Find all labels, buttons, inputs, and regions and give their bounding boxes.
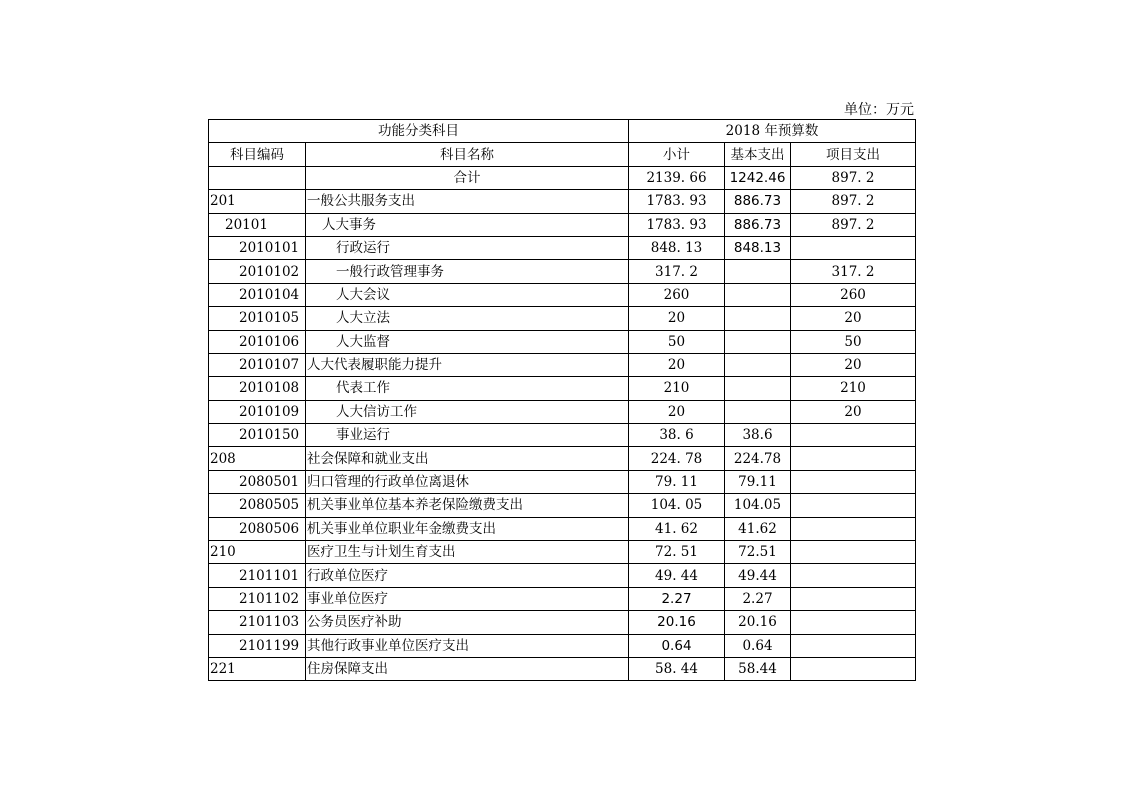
row-project bbox=[791, 517, 916, 540]
row-name: 人大监督 bbox=[306, 330, 629, 353]
row-basic bbox=[725, 400, 791, 423]
row-code: 2010150 bbox=[209, 424, 306, 447]
row-project bbox=[791, 657, 916, 680]
header-name: 科目名称 bbox=[306, 143, 629, 166]
row-basic: 20.16 bbox=[725, 611, 791, 634]
row-basic: 41.62 bbox=[725, 517, 791, 540]
row-subtotal: 848. 13 bbox=[629, 236, 725, 259]
total-basic: 1242.46 bbox=[725, 166, 791, 189]
row-name: 代表工作 bbox=[306, 377, 629, 400]
row-name: 一般公共服务支出 bbox=[306, 190, 629, 213]
row-name: 机关事业单位基本养老保险缴费支出 bbox=[306, 494, 629, 517]
row-subtotal: 72. 51 bbox=[629, 541, 725, 564]
row-subtotal: 1783. 93 bbox=[629, 213, 725, 236]
row-subtotal: 317. 2 bbox=[629, 260, 725, 283]
row-name: 行政运行 bbox=[306, 236, 629, 259]
total-project: 897. 2 bbox=[791, 166, 916, 189]
row-basic: 886.73 bbox=[725, 213, 791, 236]
row-basic: 848.13 bbox=[725, 236, 791, 259]
table-row bbox=[209, 400, 916, 423]
table-row bbox=[209, 424, 916, 447]
row-project bbox=[791, 587, 916, 610]
table-row bbox=[209, 494, 916, 517]
table-row bbox=[209, 470, 916, 493]
total-label: 合计 bbox=[306, 166, 629, 189]
row-code: 210 bbox=[209, 541, 306, 564]
table-row bbox=[209, 517, 916, 540]
header-subtotal: 小计 bbox=[629, 143, 725, 166]
table-row bbox=[209, 260, 916, 283]
header-row-2 bbox=[209, 143, 916, 166]
row-project bbox=[791, 470, 916, 493]
table-row bbox=[209, 353, 916, 376]
row-name: 事业运行 bbox=[306, 424, 629, 447]
row-basic: 0.64 bbox=[725, 634, 791, 657]
row-subtotal: 210 bbox=[629, 377, 725, 400]
row-project: 20 bbox=[791, 307, 916, 330]
row-name: 事业单位医疗 bbox=[306, 587, 629, 610]
row-project bbox=[791, 494, 916, 517]
row-name: 机关事业单位职业年金缴费支出 bbox=[306, 517, 629, 540]
budget-table bbox=[208, 119, 916, 681]
row-name: 住房保障支出 bbox=[306, 657, 629, 680]
total-code-cell bbox=[209, 166, 306, 189]
row-project: 20 bbox=[791, 400, 916, 423]
row-project bbox=[791, 611, 916, 634]
header-project: 项目支出 bbox=[791, 143, 916, 166]
row-subtotal: 58. 44 bbox=[629, 657, 725, 680]
row-code: 2101101 bbox=[209, 564, 306, 587]
row-code: 2010101 bbox=[209, 236, 306, 259]
table-row bbox=[209, 377, 916, 400]
header-basic: 基本支出 bbox=[725, 143, 791, 166]
row-project bbox=[791, 424, 916, 447]
row-subtotal: 79. 11 bbox=[629, 470, 725, 493]
row-subtotal: 20 bbox=[629, 353, 725, 376]
table-row bbox=[209, 447, 916, 470]
row-subtotal: 104. 05 bbox=[629, 494, 725, 517]
table-row bbox=[209, 236, 916, 259]
row-project bbox=[791, 236, 916, 259]
row-code: 2101199 bbox=[209, 634, 306, 657]
total-subtotal: 2139. 66 bbox=[629, 166, 725, 189]
row-subtotal: 260 bbox=[629, 283, 725, 306]
header-budget-2018: 2018 年预算数 bbox=[629, 120, 916, 143]
row-name: 人大信访工作 bbox=[306, 400, 629, 423]
row-code: 2010104 bbox=[209, 283, 306, 306]
row-project: 20 bbox=[791, 353, 916, 376]
row-basic: 49.44 bbox=[725, 564, 791, 587]
row-subtotal: 49. 44 bbox=[629, 564, 725, 587]
row-project bbox=[791, 634, 916, 657]
row-subtotal: 1783. 93 bbox=[629, 190, 725, 213]
row-code: 2010105 bbox=[209, 307, 306, 330]
total-row bbox=[209, 166, 916, 189]
row-name: 人大事务 bbox=[306, 213, 629, 236]
row-name: 社会保障和就业支出 bbox=[306, 447, 629, 470]
row-name: 公务员医疗补助 bbox=[306, 611, 629, 634]
table-row bbox=[209, 564, 916, 587]
row-project: 317. 2 bbox=[791, 260, 916, 283]
table-row bbox=[209, 283, 916, 306]
row-basic bbox=[725, 377, 791, 400]
row-code: 221 bbox=[209, 657, 306, 680]
table-row bbox=[209, 541, 916, 564]
row-basic bbox=[725, 260, 791, 283]
unit-label: 单位：万元 bbox=[844, 102, 914, 118]
row-subtotal: 224. 78 bbox=[629, 447, 725, 470]
row-code: 2010106 bbox=[209, 330, 306, 353]
row-code: 2080501 bbox=[209, 470, 306, 493]
table-row bbox=[209, 307, 916, 330]
header-code: 科目编码 bbox=[209, 143, 306, 166]
row-basic: 72.51 bbox=[725, 541, 791, 564]
row-basic bbox=[725, 283, 791, 306]
row-code: 2080506 bbox=[209, 517, 306, 540]
row-basic: 58.44 bbox=[725, 657, 791, 680]
row-code: 2010107 bbox=[209, 353, 306, 376]
row-code: 20101 bbox=[209, 213, 306, 236]
row-subtotal: 20 bbox=[629, 400, 725, 423]
row-basic bbox=[725, 307, 791, 330]
row-subtotal: 20.16 bbox=[629, 611, 725, 634]
row-basic bbox=[725, 353, 791, 376]
row-project bbox=[791, 541, 916, 564]
row-project: 210 bbox=[791, 377, 916, 400]
row-basic: 886.73 bbox=[725, 190, 791, 213]
row-name: 其他行政事业单位医疗支出 bbox=[306, 634, 629, 657]
header-functional-category: 功能分类科目 bbox=[209, 120, 629, 143]
row-project bbox=[791, 447, 916, 470]
row-name: 归口管理的行政单位离退休 bbox=[306, 470, 629, 493]
row-name: 人大代表履职能力提升 bbox=[306, 353, 629, 376]
row-name: 一般行政管理事务 bbox=[306, 260, 629, 283]
row-basic: 104.05 bbox=[725, 494, 791, 517]
row-code: 2101103 bbox=[209, 611, 306, 634]
row-code: 201 bbox=[209, 190, 306, 213]
row-basic bbox=[725, 330, 791, 353]
header-row-1 bbox=[209, 120, 916, 143]
table-row bbox=[209, 657, 916, 680]
row-project: 260 bbox=[791, 283, 916, 306]
table-row bbox=[209, 213, 916, 236]
row-subtotal: 38. 6 bbox=[629, 424, 725, 447]
row-name: 行政单位医疗 bbox=[306, 564, 629, 587]
row-code: 208 bbox=[209, 447, 306, 470]
table-row bbox=[209, 611, 916, 634]
table-row bbox=[209, 330, 916, 353]
row-code: 2080505 bbox=[209, 494, 306, 517]
row-subtotal: 20 bbox=[629, 307, 725, 330]
row-basic: 2.27 bbox=[725, 587, 791, 610]
row-subtotal: 2.27 bbox=[629, 587, 725, 610]
table-row bbox=[209, 587, 916, 610]
row-project: 897. 2 bbox=[791, 190, 916, 213]
table-row bbox=[209, 190, 916, 213]
table-row bbox=[209, 634, 916, 657]
row-code: 2010109 bbox=[209, 400, 306, 423]
row-basic: 38.6 bbox=[725, 424, 791, 447]
row-code: 2010108 bbox=[209, 377, 306, 400]
row-subtotal: 50 bbox=[629, 330, 725, 353]
row-project: 897. 2 bbox=[791, 213, 916, 236]
row-name: 医疗卫生与计划生育支出 bbox=[306, 541, 629, 564]
row-project bbox=[791, 564, 916, 587]
row-basic: 79.11 bbox=[725, 470, 791, 493]
row-subtotal: 41. 62 bbox=[629, 517, 725, 540]
row-basic: 224.78 bbox=[725, 447, 791, 470]
row-subtotal: 0.64 bbox=[629, 634, 725, 657]
row-code: 2101102 bbox=[209, 587, 306, 610]
row-name: 人大立法 bbox=[306, 307, 629, 330]
row-code: 2010102 bbox=[209, 260, 306, 283]
row-name: 人大会议 bbox=[306, 283, 629, 306]
row-project: 50 bbox=[791, 330, 916, 353]
